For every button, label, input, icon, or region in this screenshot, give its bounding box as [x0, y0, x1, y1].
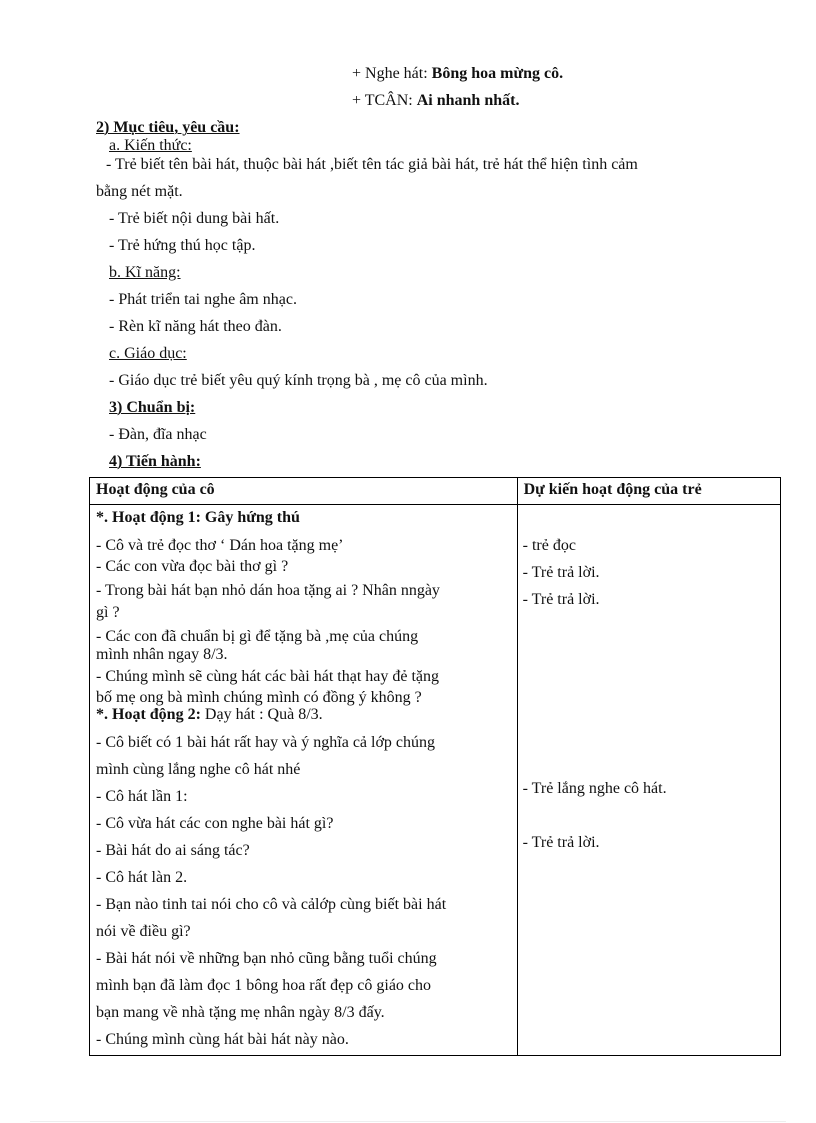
prep-line-1: - Đàn, đĩa nhạc [109, 426, 207, 443]
header-teacher-activity: Hoạt động của cô [90, 478, 518, 505]
teacher-line-12: - Bài hát nói về những bạn nhỏ cũng bằng tuổi chúng [96, 950, 437, 967]
teacher-line-12b: mình bạn đã làm đọc 1 bông hoa rất đẹp cô giáo cho [96, 977, 432, 994]
child-line-3: - Trẻ trả lời. [522, 591, 600, 608]
child-line-2: - Trẻ trả lời. [522, 564, 600, 581]
activity-2-heading [96, 705, 323, 725]
page-bottom-rule [30, 1121, 786, 1122]
activity-2-topic: Dạy hát : Quà 8/3. [200, 706, 323, 723]
knowledge-line-1-cont: bằng nét mặt. [96, 183, 183, 200]
knowledge-line-1: - Trẻ biết tên bài hát, thuộc bài hát ,biết tên tác giả bài hát, trẻ hát thể hiện tình cảm [106, 156, 638, 173]
intro-line-1-prefix: + Nghe hát: [352, 65, 432, 82]
knowledge-line-3: - Trẻ hứng thú học tập. [109, 237, 256, 254]
teacher-line-4b: mình nhân ngay 8/3. [96, 646, 228, 663]
teacher-line-6: - Cô biết có 1 bài hát rất hay và ý nghĩa cả lớp chúng [96, 734, 436, 751]
teacher-line-3b: gì ? [96, 604, 120, 621]
skills-label: b. Kĩ năng: [109, 264, 181, 281]
teacher-line-11: - Bạn nào tinh tai nói cho cô và cảlớp cùng biết bài hát [96, 896, 447, 913]
knowledge-label: a. Kiến thức: [109, 137, 192, 154]
activity-table [89, 477, 781, 1056]
table-body-row [90, 505, 781, 1056]
section-2-heading: 2) Mục tiêu, yêu cầu: [96, 119, 240, 136]
activity-2-label: *. Hoạt động 2: [96, 706, 201, 723]
teacher-activity-cell [90, 505, 518, 1056]
teacher-line-5b: bố mẹ ong bà mình chúng mình có đồng ý không ? [96, 689, 422, 706]
intro-line-2 [352, 91, 519, 111]
knowledge-line-2: - Trẻ biết nội dung bài hất. [109, 210, 280, 227]
child-line-5: - Trẻ trả lời. [522, 834, 600, 851]
teacher-line-5: - Chúng mình sẽ cùng hát các bài hát thạt hay đẻ tặng [96, 668, 440, 685]
intro-line-2-prefix: + TCÂN: [352, 92, 417, 109]
teacher-line-8: - Cô vừa hát các con nghe bài hát gì? [96, 815, 334, 832]
skills-line-1: - Phát triển tai nghe âm nhạc. [109, 291, 297, 308]
table-header-row [90, 478, 781, 505]
child-activity-cell [517, 505, 780, 1056]
teacher-line-9: - Bài hát do ai sáng tác? [96, 842, 250, 859]
teacher-line-1: - Cô và trẻ đọc thơ ‘ Dán hoa tặng mẹ’ [96, 537, 344, 554]
teacher-line-3: - Trong bài hát bạn nhỏ dán hoa tặng ai ? Nhân nngày [96, 582, 440, 599]
teacher-line-6b: mình cùng lắng nghe cô hát nhé [96, 761, 301, 778]
intro-game-title: Ai nhanh nhất. [416, 92, 520, 109]
education-line-1: - Giáo dục trẻ biết yêu quý kính trọng bà , mẹ cô của mình. [109, 372, 488, 389]
header-child-activity: Dự kiến hoạt động của trẻ [517, 478, 780, 505]
intro-line-1 [352, 64, 563, 84]
intro-song-title: Bông hoa mừng cô. [431, 65, 564, 82]
teacher-line-4: - Các con đã chuẩn bị gì để tặng bà ,mẹ của chúng [96, 628, 419, 645]
child-line-4: - Trẻ lắng nghe cô hát. [522, 780, 667, 797]
teacher-line-12c: bạn mang về nhà tặng mẹ nhân ngày 8/3 đấy. [96, 1004, 385, 1021]
education-label: c. Giáo dục: [109, 345, 187, 362]
activity-1-heading: *. Hoạt động 1: Gây hứng thú [96, 509, 300, 526]
teacher-line-7: - Cô hát lần 1: [96, 788, 188, 805]
teacher-line-2: - Các con vừa đọc bài thơ gì ? [96, 558, 289, 575]
teacher-line-11b: nói về điều gì? [96, 923, 191, 940]
section-3-heading: 3) Chuẩn bị: [109, 399, 196, 416]
teacher-line-10: - Cô hát làn 2. [96, 869, 188, 886]
teacher-line-13: - Chúng mình cùng hát bài hát này nào. [96, 1031, 349, 1048]
skills-line-2: - Rèn kĩ năng hát theo đàn. [109, 318, 282, 335]
section-4-heading: 4) Tiến hành: [109, 453, 201, 470]
child-line-1: - trẻ đọc [522, 537, 576, 554]
